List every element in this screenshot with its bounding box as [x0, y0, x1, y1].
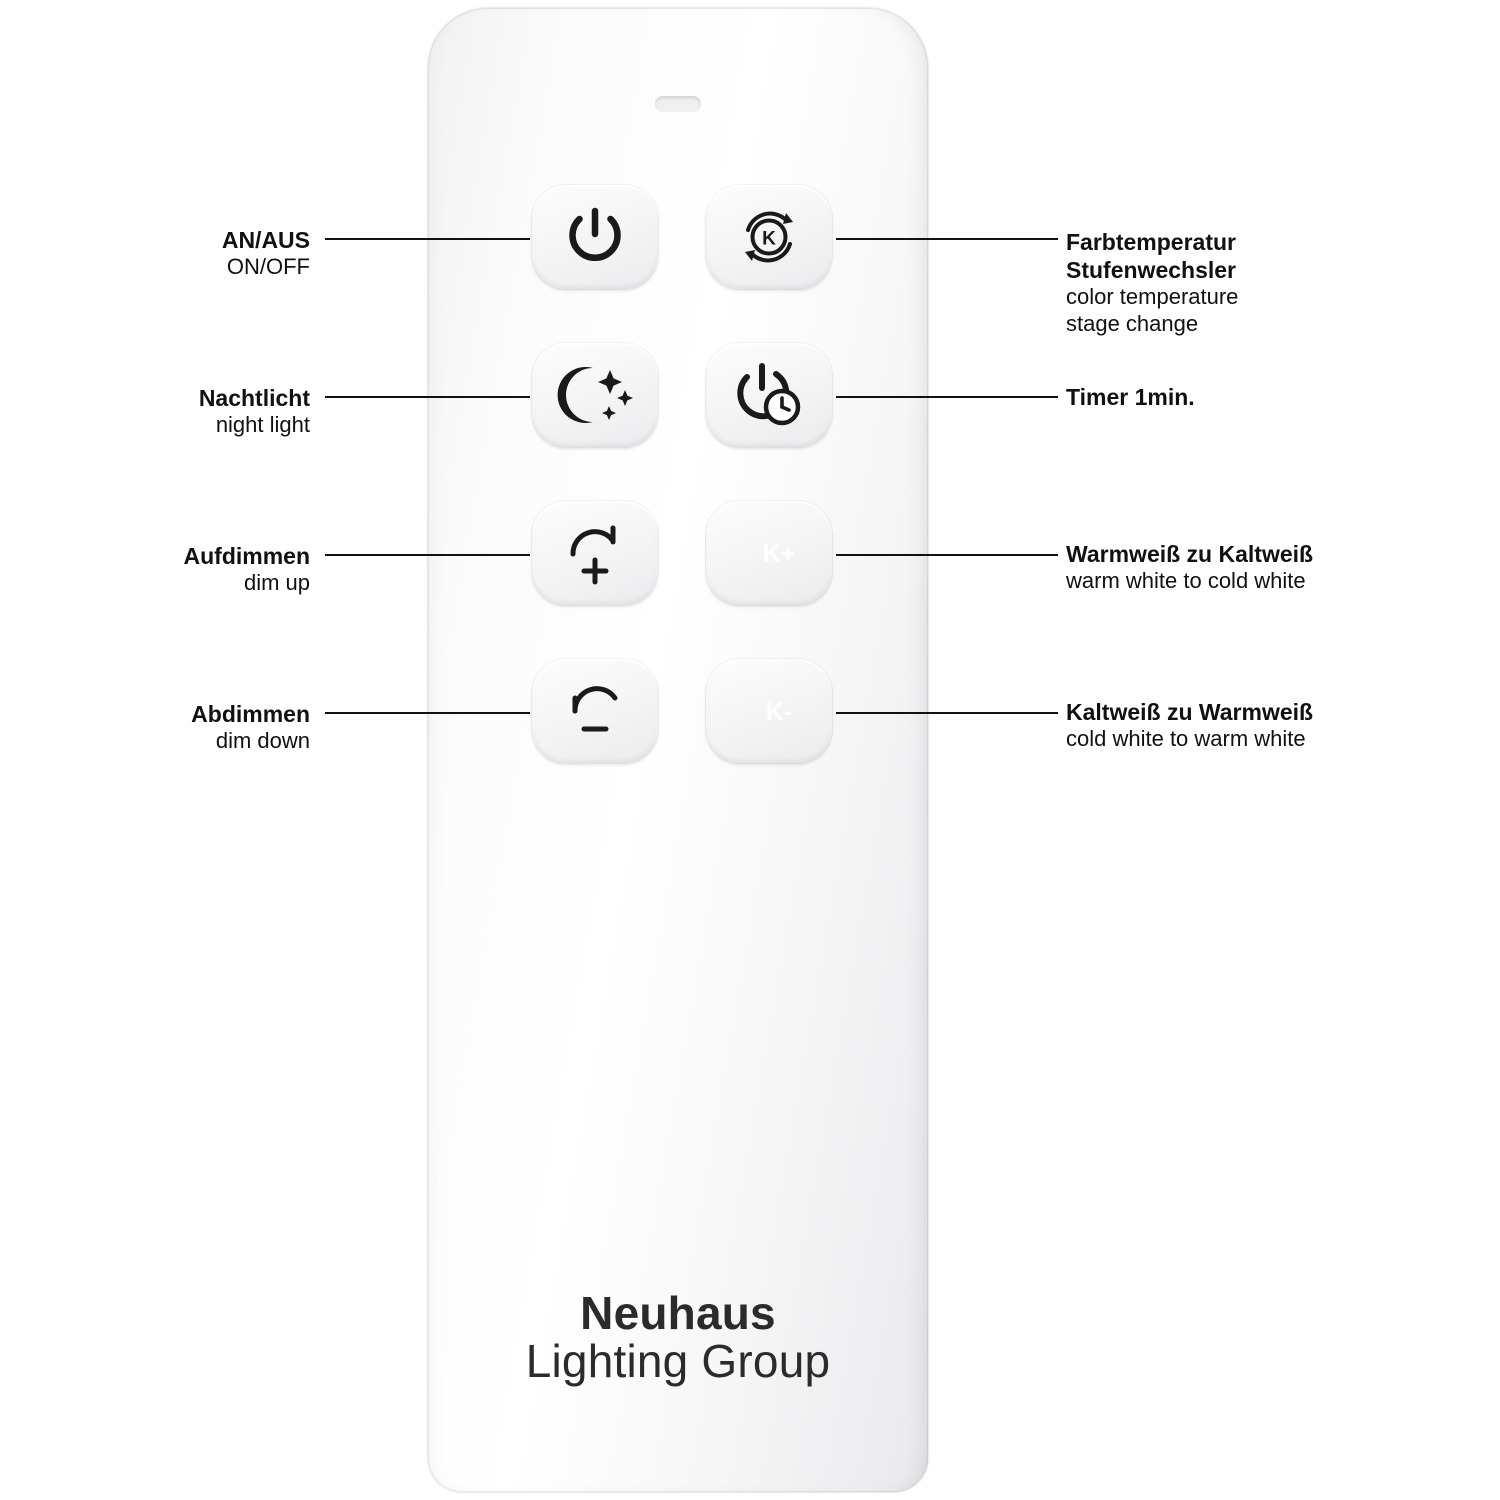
kelvin-plus-icon	[727, 520, 811, 586]
callout-cold-to-warm-de: Kaltweiß zu Warmweiß	[1066, 699, 1314, 725]
leader-line-power	[325, 238, 530, 240]
leader-line-kelvin-minus	[836, 712, 1058, 714]
callout-dim-up-de: Aufdimmen	[183, 543, 310, 569]
callout-kelvin-cycle-en-1: color temperature	[1066, 284, 1239, 310]
timer-icon	[734, 361, 804, 429]
leader-line-kelvin-cycle	[836, 238, 1058, 240]
callout-power-de: AN/AUS	[221, 227, 310, 253]
callout-timer	[1066, 383, 1195, 411]
callout-dim-up	[184, 542, 311, 597]
callout-kelvin-cycle-de-1: Farbtemperatur	[1066, 229, 1236, 255]
callout-night-light-en: night light	[215, 412, 310, 438]
callout-cold-to-warm	[1066, 698, 1313, 753]
leader-line-night-light	[325, 396, 530, 398]
callout-night-light	[199, 384, 310, 439]
callout-dim-up-en: dim up	[243, 570, 310, 596]
dim-down-icon	[563, 678, 627, 744]
leader-line-kelvin-plus	[836, 554, 1058, 556]
ir-emitter-window	[655, 96, 701, 112]
callout-dim-down	[191, 700, 310, 755]
svg-text:K-: K-	[765, 698, 793, 726]
callout-dim-down-de: Abdimmen	[191, 701, 310, 727]
callout-kelvin-cycle-en-2: stage change	[1066, 310, 1199, 336]
timer-button[interactable]	[706, 343, 832, 447]
svg-text:K: K	[762, 228, 776, 250]
callout-power-en: ON/OFF	[226, 254, 310, 280]
brand-name-line2: Lighting Group	[525, 1334, 831, 1387]
leader-line-dim-up	[325, 554, 530, 556]
night-light-button[interactable]	[532, 343, 658, 447]
callout-warm-to-cold	[1066, 540, 1313, 595]
color-temperature-cycle-button[interactable]	[706, 185, 832, 289]
dim-up-button[interactable]	[532, 501, 658, 605]
brand-logo	[428, 1287, 928, 1387]
cold-to-warm-button[interactable]	[706, 659, 832, 763]
callout-night-light-de: Nachtlicht	[198, 385, 310, 411]
leader-line-dim-down	[325, 712, 530, 714]
power-icon	[567, 207, 623, 267]
kelvin-cycle-icon	[736, 204, 802, 270]
power-button[interactable]	[532, 185, 658, 289]
callout-timer-de: Timer 1min.	[1066, 384, 1195, 410]
callout-power	[222, 226, 310, 281]
leader-line-timer	[836, 396, 1058, 398]
dim-up-icon	[563, 520, 627, 586]
kelvin-minus-icon	[727, 678, 811, 744]
callout-cold-to-warm-en: cold white to warm white	[1066, 726, 1306, 752]
warm-to-cold-button[interactable]	[706, 501, 832, 605]
callout-kelvin-cycle	[1066, 228, 1238, 338]
svg-text:K+: K+	[762, 540, 796, 568]
callout-dim-down-en: dim down	[215, 728, 310, 754]
moon-stars-icon	[552, 362, 638, 428]
callout-warm-to-cold-en: warm white to cold white	[1066, 568, 1306, 594]
callout-kelvin-cycle-de-2: Stufenwechsler	[1066, 257, 1236, 284]
brand-name-line1: Neuhaus	[580, 1287, 776, 1339]
remote-outline	[428, 8, 928, 1492]
remote-control-body	[428, 8, 928, 1492]
dim-down-button[interactable]	[532, 659, 658, 763]
callout-warm-to-cold-de: Warmweiß zu Kaltweiß	[1066, 541, 1314, 567]
